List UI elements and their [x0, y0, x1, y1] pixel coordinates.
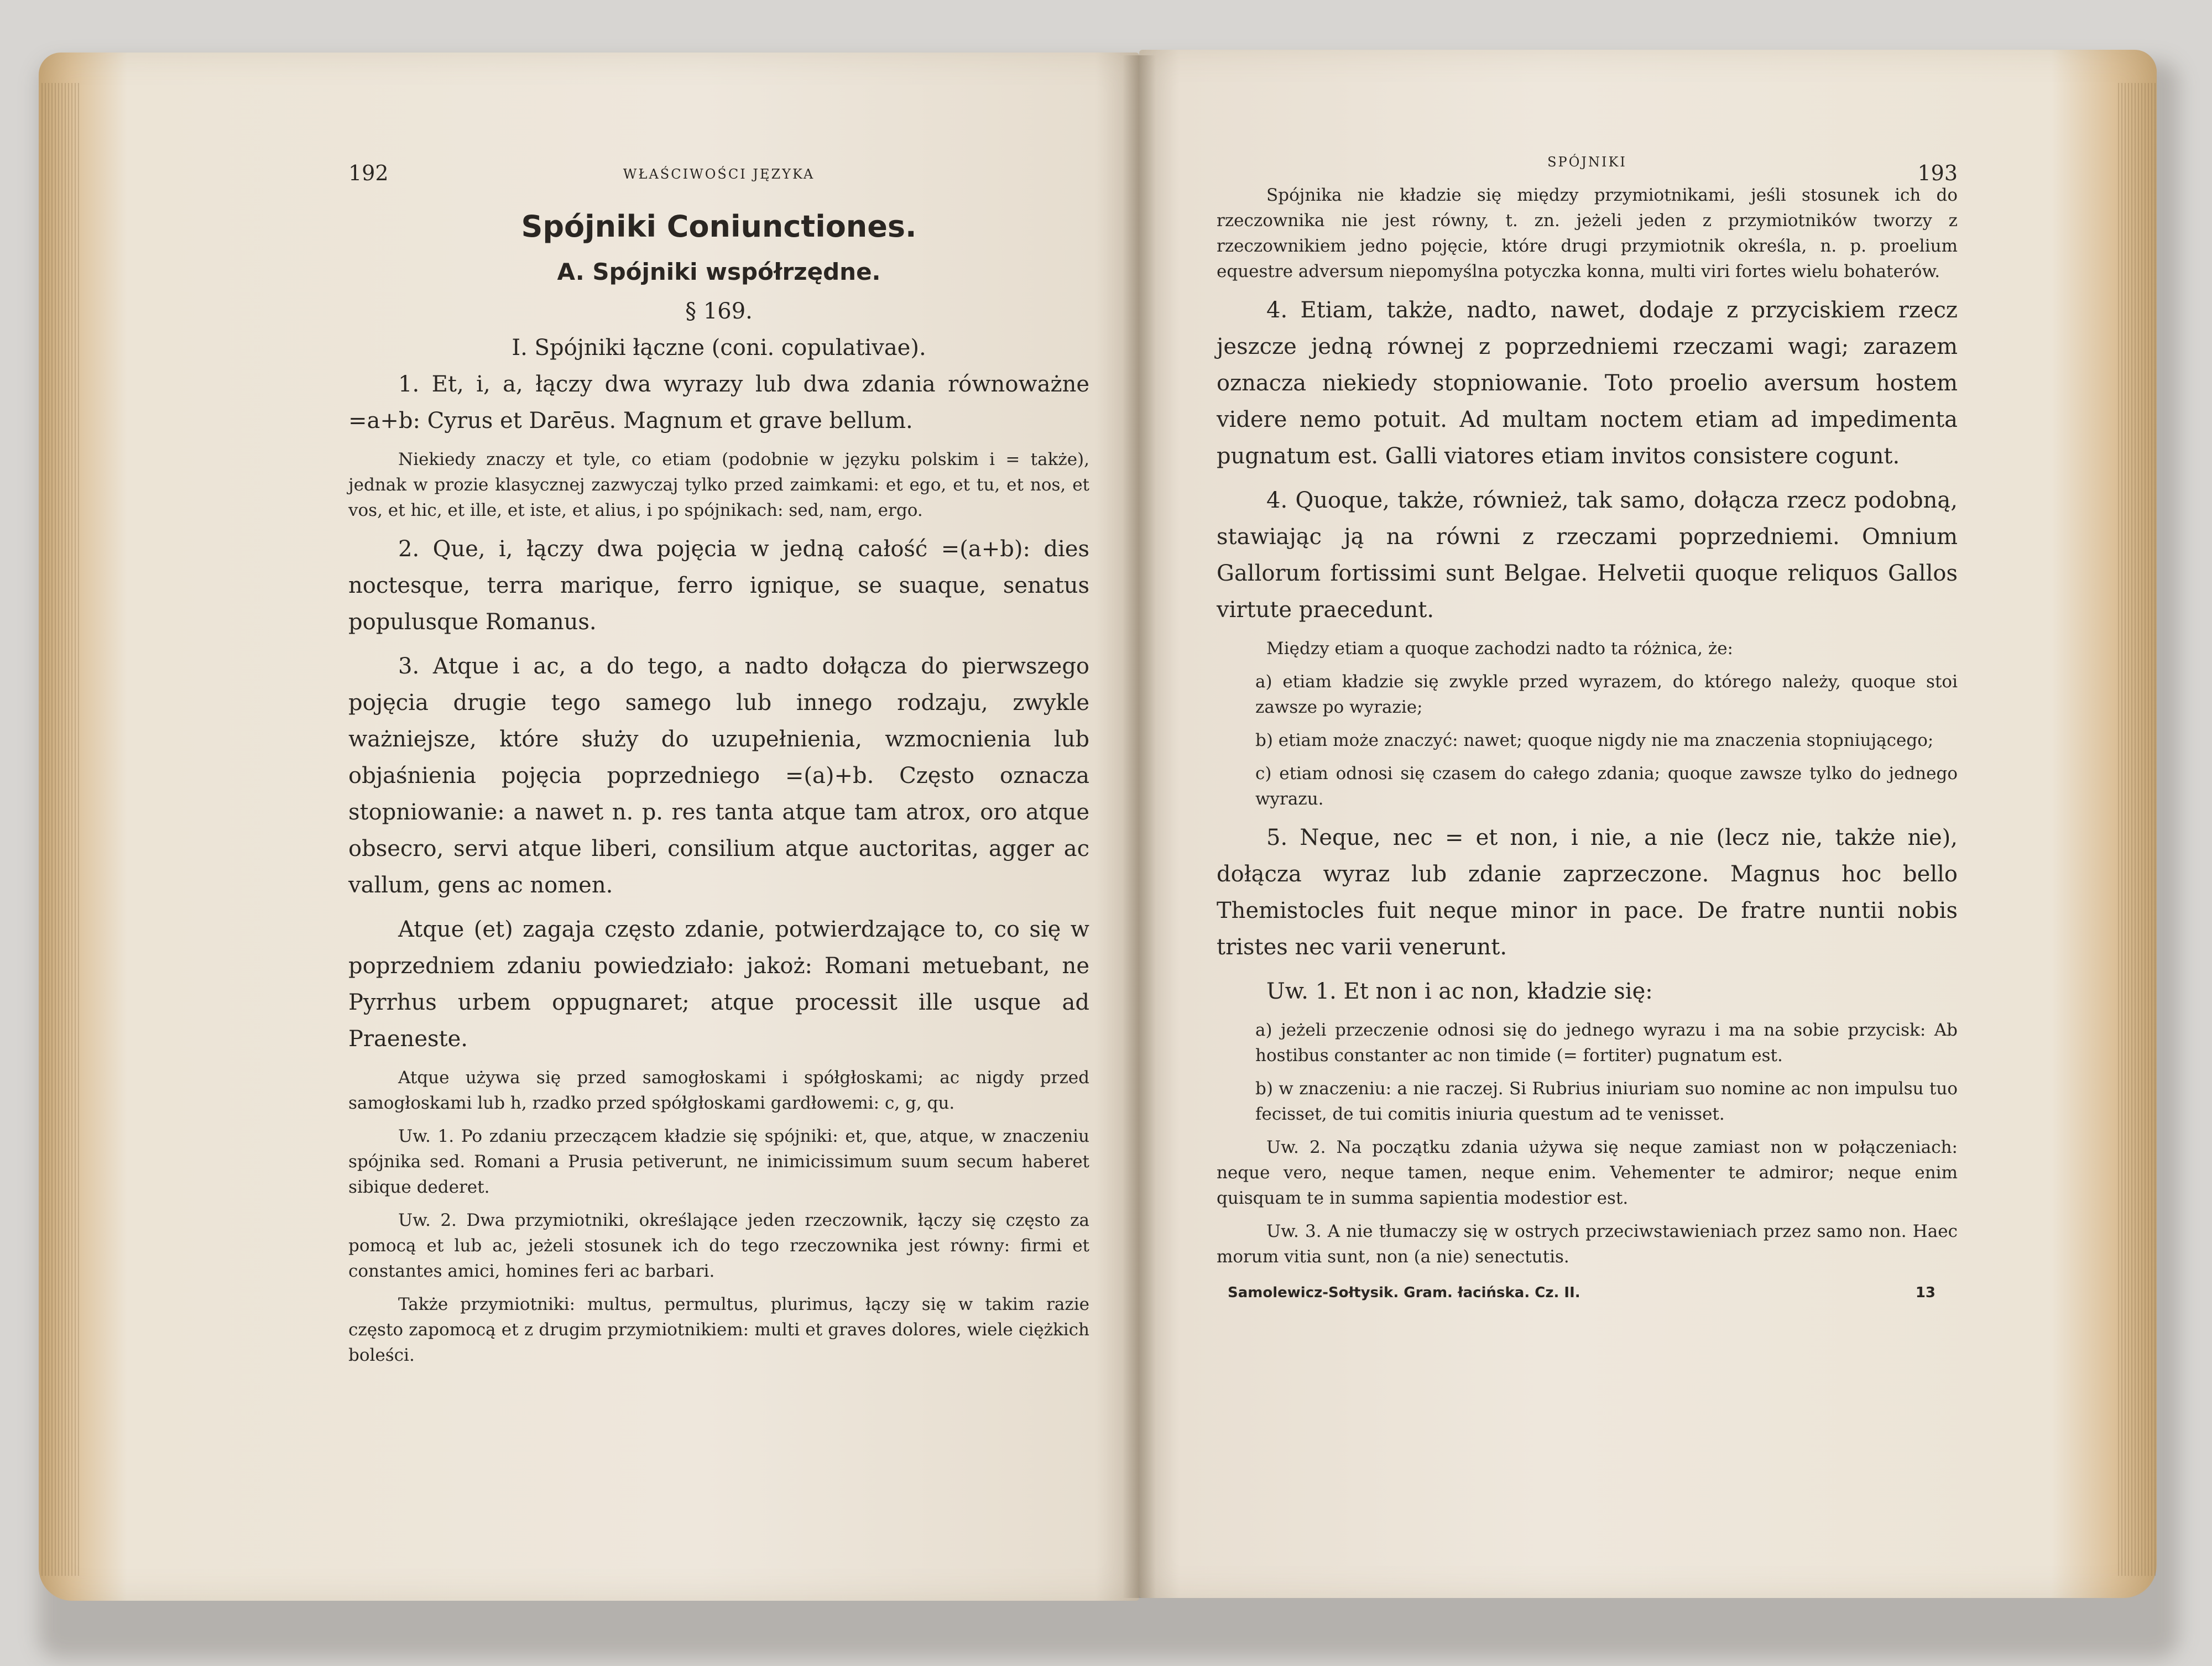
section-heading: I. Spójniki łączne (coni. copulativae). — [512, 335, 926, 361]
paragraph: Także przymiotniki: multus, permultus, plurimus, łączy się w takim razie często zapomocą et z drugim przymiotnikiem: multi et graves dolores, wiele ciężkich boleści. — [348, 1294, 1089, 1365]
paragraph: Uw. 1. Po zdaniu przeczącem kładzie się spójniki: et, que, atque, w znaczeniu spójnika sed. Romani a Prusia petiverunt, ne inimicissimum suum secum haberet sibique dederet. — [348, 1126, 1089, 1197]
paragraph: Między etiam a quoque zachodzi nadto ta różnica, że: — [1266, 639, 1733, 659]
book-gutter — [1123, 55, 1156, 1598]
paragraph: Uw. 2. Na początku zdania używa się neque zamiast non w połączeniach: neque vero, neque tamen, neque enim. Vehementer te admiror; neque enim quisquam te in summa sapientia modestior est. — [1217, 1137, 1958, 1208]
left-page-edges — [41, 83, 80, 1576]
section-number: § 169. — [685, 299, 753, 324]
running-header: WŁAŚCIWOŚCI JĘZYKA — [623, 166, 815, 182]
paragraph: Atque (et) zagaja często zdanie, potwierdzające to, co się w poprzedniem zdaniu powiedziało: jakoż: Romani metuebant, ne Pyrrhus urbem oppugnaret; atque processit ille usque ad Praeneste. — [348, 917, 1089, 1052]
paragraph: Spójnika nie kładzie się między przymiotnikami, jeśli stosunek ich do rzeczownika nie jest równy, t. zn. jeżeli jeden z przymiotników tworzy z rzeczownikiem jedno pojęcie, które drugi przymiotnik określa, n. p. proelium equestre adversum niepomyślna potyczka konna, multi viri fortes wielu bohaterów. — [1217, 185, 1958, 281]
list-item: b) w znaczeniu: a nie raczej. Si Rubrius iniuriam suo nomine ac non impulsu tuo fecisset, de tui comitis iniuria questum ad te venisset. — [1255, 1079, 1958, 1124]
signature-mark: 13 — [1915, 1284, 1936, 1301]
page-number: 193 — [1917, 161, 1958, 185]
paragraph: Uw. 2. Dwa przymiotniki, określające jeden rzeczownik, łączy się często za pomocą et lub ac, jeżeli stosunek ich do tego rzeczownika jest równy: firmi et constantes amici, homines feri ac barbari. — [348, 1210, 1089, 1281]
list-item: c) etiam odnosi się czasem do całego zdania; quoque zawsze tylko do jednego wyrazu. — [1255, 764, 1958, 809]
left-page-content — [348, 133, 1089, 1376]
right-page-content — [1217, 133, 1958, 1304]
list-item: a) etiam kładzie się zwykle przed wyrazem, do którego należy, quoque stoi zawsze po wyrazie; — [1255, 672, 1958, 717]
left-page-header — [348, 133, 1089, 185]
paragraph: 3. Atque i ac, a do tego, a nadto dołącza do pierwszego pojęcia drugie tego samego lub innego rodzaju, zwykle ważniejsze, które służy do uzupełnienia, wzmocnienia lub objaśnienia pojęcia poprzedniego =(a)+b. Często oznacza stopniowanie: a nawet n. p. res tanta atque tam atrox, oro atque obsecro, servi atque liberi, consilium atque auctoritas, agger ac vallum, gens ac nomen. — [348, 654, 1089, 898]
right-page-edges — [2118, 83, 2157, 1576]
paragraph: 4. Quoque, także, również, tak samo, dołącza rzecz podobną, stawiając ją na równi z rzeczami poprzedniemi. Omnium Gallorum fortissimi sunt Belgae. Helvetii quoque reliquos Gallos virtute praecedunt. — [1217, 488, 1958, 623]
right-page-header — [1217, 133, 1958, 185]
list-item: a) jeżeli przeczenie odnosi się do jednego wyrazu i ma na sobie przycisk: Ab hostibus constanter ac non timide (= fortiter) pugnatum est. — [1255, 1020, 1958, 1066]
chapter-subtitle: A. Spójniki współrzędne. — [557, 258, 881, 285]
list-item: b) etiam może znaczyć: nawet; quoque nigdy nie ma znaczenia stopniującego; — [1255, 730, 1934, 750]
paragraph: 5. Neque, nec = et non, i nie, a nie (lecz nie, także nie), dołącza wyraz lub zdanie zaprzeczone. Magnus hoc bello Themistocles fuit neque minor in pace. De fratre nuntii nobis tristes nec varii venerunt. — [1217, 825, 1958, 960]
paragraph: 2. Que, i, łączy dwa pojęcia w jedną całość =(a+b): dies noctesque, terra marique, ferro ignique, se suaque, senatus populusque Romanus. — [348, 536, 1089, 635]
page-number: 192 — [348, 161, 389, 185]
page-footer — [1217, 1282, 1958, 1304]
paragraph: 4. Etiam, także, nadto, nawet, dodaje z przyciskiem rzecz jeszcze jedną równej z poprzedniemi rzeczami wagi; zarazem oznacza niekiedy stopniowanie. Toto proelio aversum hostem videre nemo potuit. Ad multam noctem etiam ad impedimenta pugnatum est. Galli viatores etiam invitos consistere cogunt. — [1217, 297, 1958, 469]
running-header: SPÓJNIKI — [1547, 154, 1627, 170]
paragraph: Atque używa się przed samogłoskami i spółgłoskami; ac nigdy przed samogłoskami lub h, rzadko przed spółgłoskami gardłowemi: c, g, qu. — [348, 1068, 1089, 1113]
chapter-title: Spójniki Coniunctiones. — [521, 209, 917, 244]
paragraph: Uw. 1. Et non i ac non, kładzie się: — [1266, 979, 1653, 1004]
paragraph: 1. Et, i, a, łączy dwa wyrazy lub dwa zdania równoważne =a+b: Cyrus et Darēus. Magnum et grave bellum. — [348, 372, 1089, 434]
paragraph: Niekiedy znaczy et tyle, co etiam (podobnie w języku polskim i = także), jednak w prozie klasycznej zazwyczaj tylko przed zaimkami: et ego, et tu, et nos, et vos, et hic, et ille, et iste, et alius, i po spójnikach: sed, nam, ergo. — [348, 450, 1089, 520]
paragraph: Uw. 3. A nie tłumaczy się w ostrych przeciwstawieniach przez samo non. Haec morum vitia sunt, non (a nie) senectutis. — [1217, 1221, 1958, 1267]
footer-citation: Samolewicz-Sołtysik. Gram. łacińska. Cz. II. — [1228, 1284, 1580, 1301]
